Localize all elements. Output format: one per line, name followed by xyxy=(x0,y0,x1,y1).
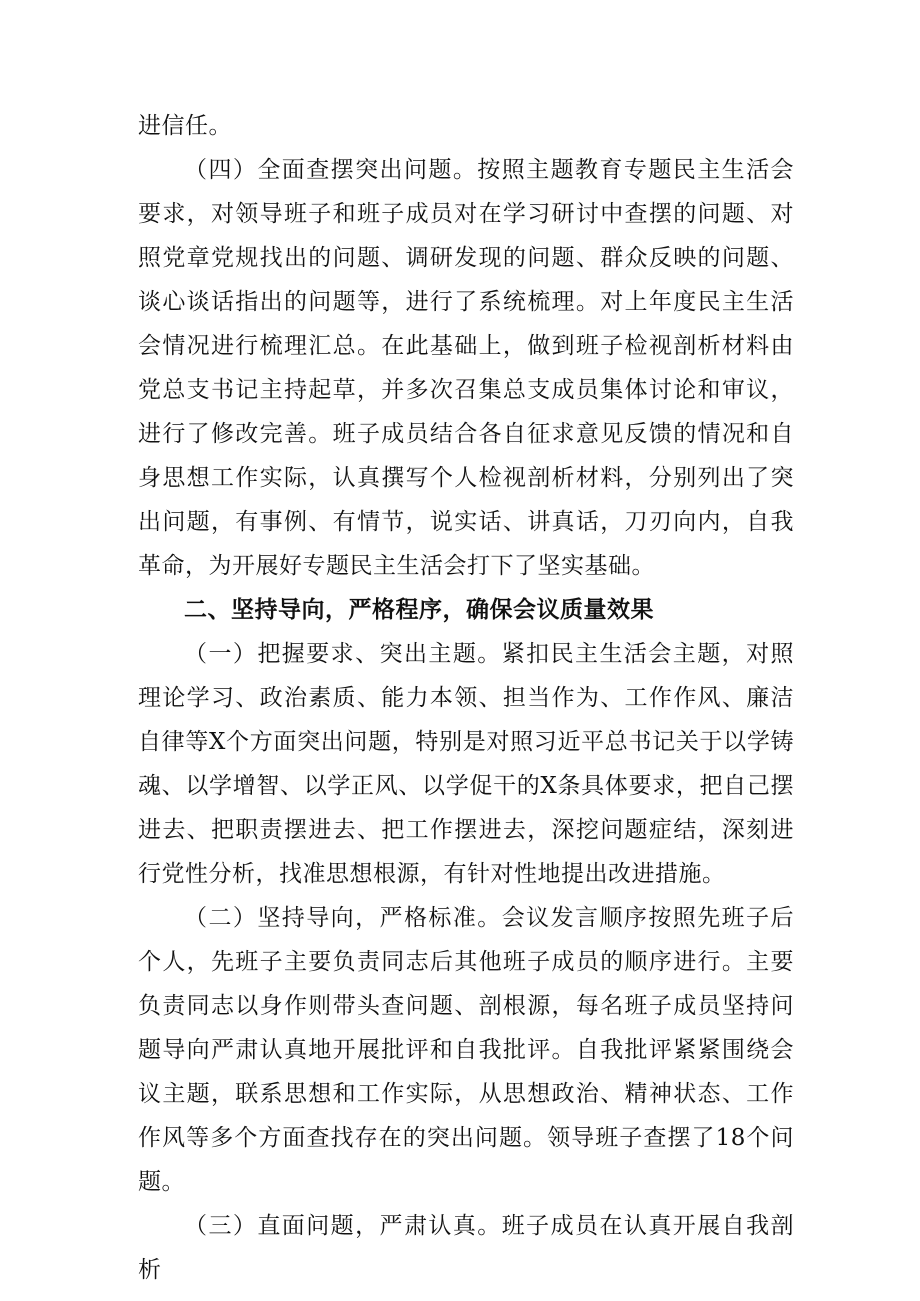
paragraph-subsection-1: （一）把握要求、突出主题。紧扣民主生活会主题，对照理论学习、政治素质、能力本领、担当作为、工作作风、廉洁自律等X个方面突出问题，特别是对照习近平总书记关于以学铸魂、以学增智、以学正风、以学促干的X条具体要求，把自己摆进去、把职责摆进去、把工作摆进去，深挖问题症结，深刻进行党性分析，找准思想根源，有针对性地提出改进措施。 xyxy=(138,641,794,887)
paragraph-subsection-3: （三）直面问题，严肃认真。班子成员在认真开展自我剖析 xyxy=(138,1213,794,1283)
paragraph-subsection-2: （二）坚持导向，严格标准。会议发言顺序按照先班子后个人，先班子主要负责同志后其他班子成员的顺序进行。主要负责同志以身作则带头查问题、剖根源，每名班子成员坚持问题导向严肃认真地开展批评和自我批评。自我批评紧紧围绕会议主题，联系思想和工作实际，从思想政治、精神状态、工作作风等多个方面查找存在的突出问题。领导班子查摆了18个问题。 xyxy=(138,905,794,1195)
section-heading-2: 二、坚持导向，严格程序，确保会议质量效果 xyxy=(184,597,654,623)
paragraph-continuation: 进信任。 xyxy=(138,113,232,139)
document-body xyxy=(138,104,794,1292)
paragraph-section-4: （四）全面查摆突出问题。按照主题教育专题民主生活会要求，对领导班子和班子成员对在学习研讨中查摆的问题、对照党章党规找出的问题、调研发现的问题、群众反映的问题、谈心谈话指出的问题等，进行了系统梳理。对上年度民主生活会情况进行梳理汇总。在此基础上，做到班子检视剖析材料由党总支书记主持起草，并多次召集总支成员集体讨论和审议，进行了修改完善。班子成员结合各自征求意见反馈的情况和自身思想工作实际，认真撰写个人检视剖析材料，分别列出了突出问题，有事例、有情节，说实话、讲真话，刀刃向内，自我革命，为开展好专题民主生活会打下了坚实基础。 xyxy=(138,157,794,579)
